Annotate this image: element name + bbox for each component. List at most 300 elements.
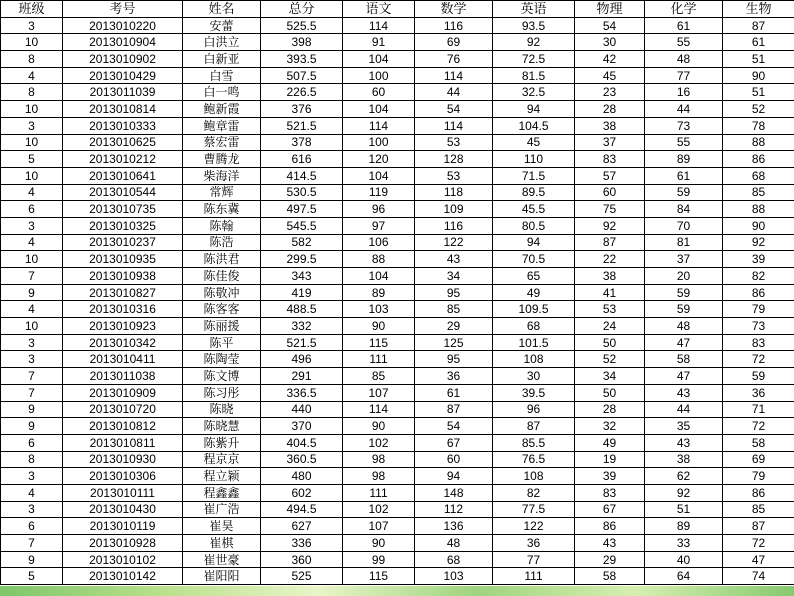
table-cell[interactable]: 90 xyxy=(343,318,415,335)
table-cell[interactable]: 8 xyxy=(1,51,63,68)
table-cell[interactable]: 53 xyxy=(415,134,493,151)
table-cell[interactable]: 54 xyxy=(415,418,493,435)
table-cell[interactable]: 32 xyxy=(575,418,645,435)
table-cell[interactable]: 44 xyxy=(645,401,723,418)
table-cell[interactable]: 64 xyxy=(645,568,723,585)
table-cell[interactable]: 陈紫升 xyxy=(183,434,261,451)
table-cell[interactable]: 89 xyxy=(343,284,415,301)
table-cell[interactable]: 43 xyxy=(645,384,723,401)
table-cell[interactable]: 24 xyxy=(575,318,645,335)
table-cell[interactable]: 103 xyxy=(415,568,493,585)
table-cell[interactable]: 104 xyxy=(343,51,415,68)
table-cell[interactable]: 494.5 xyxy=(261,501,343,518)
exam-id-header[interactable]: 考号 xyxy=(63,1,183,18)
table-cell[interactable]: 崔世豪 xyxy=(183,551,261,568)
table-cell[interactable]: 114 xyxy=(343,401,415,418)
table-cell[interactable]: 2013010625 xyxy=(63,134,183,151)
table-cell[interactable]: 28 xyxy=(575,401,645,418)
table-cell[interactable]: 陈洪君 xyxy=(183,251,261,268)
table-cell[interactable]: 45.5 xyxy=(493,201,575,218)
table-cell[interactable]: 54 xyxy=(575,17,645,34)
table-cell[interactable]: 10 xyxy=(1,251,63,268)
table-cell[interactable]: 72.5 xyxy=(493,51,575,68)
table-cell[interactable]: 2013010119 xyxy=(63,518,183,535)
table-cell[interactable]: 4 xyxy=(1,484,63,501)
table-cell[interactable]: 82 xyxy=(493,484,575,501)
table-cell[interactable]: 118 xyxy=(415,184,493,201)
table-cell[interactable]: 497.5 xyxy=(261,201,343,218)
table-cell[interactable]: 299.5 xyxy=(261,251,343,268)
table-cell[interactable]: 115 xyxy=(343,334,415,351)
table-cell[interactable]: 59 xyxy=(723,368,794,385)
table-cell[interactable]: 104 xyxy=(343,167,415,184)
table-cell[interactable]: 106 xyxy=(343,234,415,251)
table-cell[interactable]: 陈客客 xyxy=(183,301,261,318)
table-cell[interactable]: 陈佳俊 xyxy=(183,268,261,285)
table-cell[interactable]: 97 xyxy=(343,217,415,234)
table-cell[interactable]: 蔡宏雷 xyxy=(183,134,261,151)
table-cell[interactable]: 程京京 xyxy=(183,451,261,468)
table-cell[interactable]: 55 xyxy=(645,134,723,151)
table-cell[interactable]: 2013010411 xyxy=(63,351,183,368)
table-cell[interactable]: 360.5 xyxy=(261,451,343,468)
table-cell[interactable]: 58 xyxy=(723,434,794,451)
table-cell[interactable]: 陈晓慧 xyxy=(183,418,261,435)
table-cell[interactable]: 109 xyxy=(415,201,493,218)
table-cell[interactable]: 80.5 xyxy=(493,217,575,234)
table-cell[interactable]: 107 xyxy=(343,384,415,401)
table-cell[interactable]: 103 xyxy=(343,301,415,318)
table-cell[interactable]: 95 xyxy=(415,351,493,368)
table-cell[interactable]: 50 xyxy=(575,384,645,401)
table-cell[interactable]: 96 xyxy=(493,401,575,418)
table-cell[interactable]: 69 xyxy=(723,451,794,468)
table-cell[interactable]: 83 xyxy=(723,334,794,351)
table-cell[interactable]: 白一鸣 xyxy=(183,84,261,101)
table-cell[interactable]: 白洪立 xyxy=(183,34,261,51)
table-cell[interactable]: 90 xyxy=(343,535,415,552)
table-cell[interactable]: 86 xyxy=(575,518,645,535)
table-cell[interactable]: 85 xyxy=(723,184,794,201)
table-cell[interactable]: 114 xyxy=(415,67,493,84)
table-cell[interactable]: 68 xyxy=(493,318,575,335)
table-cell[interactable]: 88 xyxy=(343,251,415,268)
table-cell[interactable]: 60 xyxy=(575,184,645,201)
table-cell[interactable]: 61 xyxy=(645,17,723,34)
table-cell[interactable]: 59 xyxy=(645,284,723,301)
table-cell[interactable]: 8 xyxy=(1,84,63,101)
table-cell[interactable]: 77 xyxy=(493,551,575,568)
table-cell[interactable]: 104.5 xyxy=(493,117,575,134)
table-cell[interactable]: 61 xyxy=(645,167,723,184)
table-cell[interactable]: 6 xyxy=(1,201,63,218)
table-cell[interactable]: 114 xyxy=(343,17,415,34)
table-cell[interactable]: 73 xyxy=(645,117,723,134)
table-cell[interactable]: 42 xyxy=(575,51,645,68)
table-cell[interactable]: 9 xyxy=(1,418,63,435)
table-cell[interactable]: 程鑫鑫 xyxy=(183,484,261,501)
table-cell[interactable]: 柴海洋 xyxy=(183,167,261,184)
table-cell[interactable]: 398 xyxy=(261,34,343,51)
table-cell[interactable]: 陈习彤 xyxy=(183,384,261,401)
table-cell[interactable]: 87 xyxy=(575,234,645,251)
table-cell[interactable]: 87 xyxy=(493,418,575,435)
table-cell[interactable]: 77.5 xyxy=(493,501,575,518)
math-header[interactable]: 数学 xyxy=(415,1,493,18)
table-cell[interactable]: 119 xyxy=(343,184,415,201)
table-cell[interactable]: 48 xyxy=(415,535,493,552)
chinese-header[interactable]: 语文 xyxy=(343,1,415,18)
table-cell[interactable]: 343 xyxy=(261,268,343,285)
table-cell[interactable]: 68 xyxy=(415,551,493,568)
table-cell[interactable]: 128 xyxy=(415,151,493,168)
table-cell[interactable]: 99 xyxy=(343,551,415,568)
table-cell[interactable]: 陈浩 xyxy=(183,234,261,251)
table-cell[interactable]: 2013010902 xyxy=(63,51,183,68)
table-cell[interactable]: 29 xyxy=(575,551,645,568)
table-cell[interactable]: 2013010909 xyxy=(63,384,183,401)
table-cell[interactable]: 白雪 xyxy=(183,67,261,84)
table-cell[interactable]: 82 xyxy=(723,268,794,285)
table-cell[interactable]: 60 xyxy=(415,451,493,468)
table-cell[interactable]: 2013010220 xyxy=(63,17,183,34)
table-cell[interactable]: 陈东冀 xyxy=(183,201,261,218)
table-cell[interactable]: 2013010429 xyxy=(63,67,183,84)
table-cell[interactable]: 404.5 xyxy=(261,434,343,451)
table-cell[interactable]: 37 xyxy=(645,251,723,268)
table-cell[interactable]: 2013010814 xyxy=(63,101,183,118)
table-cell[interactable]: 102 xyxy=(343,434,415,451)
table-cell[interactable]: 白新亚 xyxy=(183,51,261,68)
table-cell[interactable]: 34 xyxy=(575,368,645,385)
table-cell[interactable]: 3 xyxy=(1,351,63,368)
table-cell[interactable]: 360 xyxy=(261,551,343,568)
table-cell[interactable]: 49 xyxy=(493,284,575,301)
table-cell[interactable]: 496 xyxy=(261,351,343,368)
table-cell[interactable]: 101.5 xyxy=(493,334,575,351)
table-cell[interactable]: 52 xyxy=(723,101,794,118)
table-cell[interactable]: 8 xyxy=(1,451,63,468)
table-cell[interactable]: 常辉 xyxy=(183,184,261,201)
table-cell[interactable]: 3 xyxy=(1,501,63,518)
table-cell[interactable]: 44 xyxy=(415,84,493,101)
table-cell[interactable]: 92 xyxy=(575,217,645,234)
table-cell[interactable]: 376 xyxy=(261,101,343,118)
table-cell[interactable]: 85 xyxy=(415,301,493,318)
table-cell[interactable]: 4 xyxy=(1,234,63,251)
table-cell[interactable]: 92 xyxy=(723,234,794,251)
table-cell[interactable]: 4 xyxy=(1,67,63,84)
table-cell[interactable]: 38 xyxy=(575,268,645,285)
table-cell[interactable]: 程立颖 xyxy=(183,468,261,485)
table-cell[interactable]: 111 xyxy=(493,568,575,585)
table-cell[interactable]: 336.5 xyxy=(261,384,343,401)
table-cell[interactable]: 33 xyxy=(645,535,723,552)
table-cell[interactable]: 71.5 xyxy=(493,167,575,184)
table-cell[interactable]: 34 xyxy=(415,268,493,285)
table-cell[interactable]: 2013011039 xyxy=(63,84,183,101)
chemistry-header[interactable]: 化学 xyxy=(645,1,723,18)
table-cell[interactable]: 71 xyxy=(723,401,794,418)
table-cell[interactable]: 72 xyxy=(723,351,794,368)
table-cell[interactable]: 鲍新霞 xyxy=(183,101,261,118)
table-cell[interactable]: 507.5 xyxy=(261,67,343,84)
table-cell[interactable]: 7 xyxy=(1,535,63,552)
table-cell[interactable]: 90 xyxy=(723,217,794,234)
table-cell[interactable]: 6 xyxy=(1,434,63,451)
table-cell[interactable]: 530.5 xyxy=(261,184,343,201)
table-cell[interactable]: 122 xyxy=(493,518,575,535)
table-cell[interactable]: 50 xyxy=(575,334,645,351)
table-cell[interactable]: 104 xyxy=(343,101,415,118)
table-cell[interactable]: 616 xyxy=(261,151,343,168)
table-cell[interactable]: 98 xyxy=(343,468,415,485)
table-cell[interactable]: 102 xyxy=(343,501,415,518)
table-cell[interactable]: 91 xyxy=(343,34,415,51)
table-cell[interactable]: 2013010938 xyxy=(63,268,183,285)
table-cell[interactable]: 72 xyxy=(723,418,794,435)
table-cell[interactable]: 95 xyxy=(415,284,493,301)
table-cell[interactable]: 51 xyxy=(723,51,794,68)
table-cell[interactable]: 94 xyxy=(493,101,575,118)
table-cell[interactable]: 7 xyxy=(1,268,63,285)
table-cell[interactable]: 6 xyxy=(1,518,63,535)
table-cell[interactable]: 67 xyxy=(415,434,493,451)
table-cell[interactable]: 100 xyxy=(343,67,415,84)
table-cell[interactable]: 28 xyxy=(575,101,645,118)
table-cell[interactable]: 88 xyxy=(723,201,794,218)
table-cell[interactable]: 2013010735 xyxy=(63,201,183,218)
table-cell[interactable]: 393.5 xyxy=(261,51,343,68)
table-cell[interactable]: 30 xyxy=(493,368,575,385)
table-cell[interactable]: 90 xyxy=(343,418,415,435)
table-cell[interactable]: 92 xyxy=(493,34,575,51)
table-cell[interactable]: 47 xyxy=(645,368,723,385)
table-cell[interactable]: 陈文博 xyxy=(183,368,261,385)
table-cell[interactable]: 4 xyxy=(1,301,63,318)
table-cell[interactable]: 10 xyxy=(1,318,63,335)
table-cell[interactable]: 89 xyxy=(645,151,723,168)
table-cell[interactable]: 43 xyxy=(415,251,493,268)
table-cell[interactable]: 86 xyxy=(723,284,794,301)
table-cell[interactable]: 112 xyxy=(415,501,493,518)
table-cell[interactable]: 104 xyxy=(343,268,415,285)
table-cell[interactable]: 30 xyxy=(575,34,645,51)
table-cell[interactable]: 3 xyxy=(1,334,63,351)
table-cell[interactable]: 521.5 xyxy=(261,334,343,351)
name-header[interactable]: 姓名 xyxy=(183,1,261,18)
table-cell[interactable]: 2013010641 xyxy=(63,167,183,184)
table-cell[interactable]: 136 xyxy=(415,518,493,535)
table-cell[interactable]: 94 xyxy=(415,468,493,485)
table-cell[interactable]: 10 xyxy=(1,34,63,51)
table-cell[interactable]: 83 xyxy=(575,151,645,168)
table-cell[interactable]: 60 xyxy=(343,84,415,101)
table-cell[interactable]: 10 xyxy=(1,101,63,118)
table-cell[interactable]: 57 xyxy=(575,167,645,184)
table-cell[interactable]: 62 xyxy=(645,468,723,485)
table-cell[interactable]: 602 xyxy=(261,484,343,501)
table-cell[interactable]: 10 xyxy=(1,134,63,151)
english-header[interactable]: 英语 xyxy=(493,1,575,18)
table-cell[interactable]: 崔棋 xyxy=(183,535,261,552)
table-cell[interactable]: 89.5 xyxy=(493,184,575,201)
table-cell[interactable]: 3 xyxy=(1,217,63,234)
table-cell[interactable]: 3 xyxy=(1,17,63,34)
table-cell[interactable]: 36 xyxy=(415,368,493,385)
table-cell[interactable]: 45 xyxy=(575,67,645,84)
table-cell[interactable]: 陈敬冲 xyxy=(183,284,261,301)
table-cell[interactable]: 76 xyxy=(415,51,493,68)
table-cell[interactable]: 崔阳阳 xyxy=(183,568,261,585)
table-cell[interactable]: 70.5 xyxy=(493,251,575,268)
table-cell[interactable]: 7 xyxy=(1,368,63,385)
table-cell[interactable]: 73 xyxy=(723,318,794,335)
total-header[interactable]: 总分 xyxy=(261,1,343,18)
table-cell[interactable]: 84 xyxy=(645,201,723,218)
table-cell[interactable]: 70 xyxy=(645,217,723,234)
table-cell[interactable]: 2013010811 xyxy=(63,434,183,451)
table-cell[interactable]: 2013010827 xyxy=(63,284,183,301)
table-cell[interactable]: 49 xyxy=(575,434,645,451)
table-cell[interactable]: 226.5 xyxy=(261,84,343,101)
table-cell[interactable]: 419 xyxy=(261,284,343,301)
table-cell[interactable]: 108 xyxy=(493,351,575,368)
table-cell[interactable]: 58 xyxy=(645,351,723,368)
table-cell[interactable]: 87 xyxy=(723,17,794,34)
table-cell[interactable]: 2013010102 xyxy=(63,551,183,568)
table-cell[interactable]: 81.5 xyxy=(493,67,575,84)
table-cell[interactable]: 2013010812 xyxy=(63,418,183,435)
table-cell[interactable]: 38 xyxy=(645,451,723,468)
table-cell[interactable]: 29 xyxy=(415,318,493,335)
table-cell[interactable]: 116 xyxy=(415,17,493,34)
table-cell[interactable]: 114 xyxy=(343,117,415,134)
table-cell[interactable]: 69 xyxy=(415,34,493,51)
table-cell[interactable]: 2013010904 xyxy=(63,34,183,51)
table-cell[interactable]: 36 xyxy=(493,535,575,552)
table-cell[interactable]: 94 xyxy=(493,234,575,251)
table-cell[interactable]: 陈丽援 xyxy=(183,318,261,335)
table-cell[interactable]: 安蕾 xyxy=(183,17,261,34)
table-cell[interactable]: 曹腾龙 xyxy=(183,151,261,168)
table-cell[interactable]: 55 xyxy=(645,34,723,51)
table-cell[interactable]: 148 xyxy=(415,484,493,501)
table-cell[interactable]: 525.5 xyxy=(261,17,343,34)
table-cell[interactable]: 48 xyxy=(645,318,723,335)
table-cell[interactable]: 37 xyxy=(575,134,645,151)
table-cell[interactable]: 582 xyxy=(261,234,343,251)
table-cell[interactable]: 3 xyxy=(1,468,63,485)
table-cell[interactable]: 61 xyxy=(723,34,794,51)
table-cell[interactable]: 378 xyxy=(261,134,343,151)
table-cell[interactable]: 87 xyxy=(723,518,794,535)
table-cell[interactable]: 85.5 xyxy=(493,434,575,451)
table-cell[interactable]: 75 xyxy=(575,201,645,218)
table-cell[interactable]: 72 xyxy=(723,535,794,552)
table-cell[interactable]: 5 xyxy=(1,151,63,168)
table-cell[interactable]: 88 xyxy=(723,134,794,151)
table-cell[interactable]: 107 xyxy=(343,518,415,535)
physics-header[interactable]: 物理 xyxy=(575,1,645,18)
table-cell[interactable]: 65 xyxy=(493,268,575,285)
table-cell[interactable]: 36 xyxy=(723,384,794,401)
table-cell[interactable]: 545.5 xyxy=(261,217,343,234)
table-cell[interactable]: 2013010325 xyxy=(63,217,183,234)
table-cell[interactable]: 61 xyxy=(415,384,493,401)
table-cell[interactable]: 39 xyxy=(575,468,645,485)
table-cell[interactable]: 370 xyxy=(261,418,343,435)
table-cell[interactable]: 51 xyxy=(723,84,794,101)
table-cell[interactable]: 521.5 xyxy=(261,117,343,134)
table-cell[interactable]: 39 xyxy=(723,251,794,268)
table-cell[interactable]: 414.5 xyxy=(261,167,343,184)
table-cell[interactable]: 122 xyxy=(415,234,493,251)
table-cell[interactable]: 96 xyxy=(343,201,415,218)
table-cell[interactable]: 98 xyxy=(343,451,415,468)
table-cell[interactable]: 7 xyxy=(1,384,63,401)
table-cell[interactable]: 480 xyxy=(261,468,343,485)
table-cell[interactable]: 79 xyxy=(723,468,794,485)
table-cell[interactable]: 崔昊 xyxy=(183,518,261,535)
table-cell[interactable]: 291 xyxy=(261,368,343,385)
table-cell[interactable]: 115 xyxy=(343,568,415,585)
table-cell[interactable]: 10 xyxy=(1,167,63,184)
table-cell[interactable]: 68 xyxy=(723,167,794,184)
table-cell[interactable]: 92 xyxy=(645,484,723,501)
table-cell[interactable]: 59 xyxy=(645,184,723,201)
table-cell[interactable]: 125 xyxy=(415,334,493,351)
table-cell[interactable]: 110 xyxy=(493,151,575,168)
table-cell[interactable]: 116 xyxy=(415,217,493,234)
table-cell[interactable]: 崔广浩 xyxy=(183,501,261,518)
table-cell[interactable]: 2013010430 xyxy=(63,501,183,518)
table-cell[interactable]: 58 xyxy=(575,568,645,585)
table-cell[interactable]: 120 xyxy=(343,151,415,168)
table-cell[interactable]: 2013010333 xyxy=(63,117,183,134)
table-cell[interactable]: 2013010935 xyxy=(63,251,183,268)
table-cell[interactable]: 20 xyxy=(645,268,723,285)
table-cell[interactable]: 53 xyxy=(415,167,493,184)
table-cell[interactable]: 114 xyxy=(415,117,493,134)
class-header[interactable]: 班级 xyxy=(1,1,63,18)
table-cell[interactable]: 47 xyxy=(723,551,794,568)
table-cell[interactable]: 鲍章雷 xyxy=(183,117,261,134)
table-cell[interactable]: 93.5 xyxy=(493,17,575,34)
table-cell[interactable]: 44 xyxy=(645,101,723,118)
table-cell[interactable]: 39.5 xyxy=(493,384,575,401)
table-cell[interactable]: 16 xyxy=(645,84,723,101)
table-cell[interactable]: 59 xyxy=(645,301,723,318)
table-cell[interactable]: 2013010930 xyxy=(63,451,183,468)
table-cell[interactable]: 53 xyxy=(575,301,645,318)
table-cell[interactable]: 83 xyxy=(575,484,645,501)
table-cell[interactable]: 332 xyxy=(261,318,343,335)
table-cell[interactable]: 2013011038 xyxy=(63,368,183,385)
table-cell[interactable]: 2013010928 xyxy=(63,535,183,552)
table-cell[interactable]: 35 xyxy=(645,418,723,435)
table-cell[interactable]: 2013010237 xyxy=(63,234,183,251)
biology-header[interactable]: 生物 xyxy=(723,1,794,18)
table-cell[interactable]: 陈平 xyxy=(183,334,261,351)
table-cell[interactable]: 43 xyxy=(575,535,645,552)
table-cell[interactable]: 43 xyxy=(645,434,723,451)
table-cell[interactable]: 52 xyxy=(575,351,645,368)
table-cell[interactable]: 108 xyxy=(493,468,575,485)
table-cell[interactable]: 48 xyxy=(645,51,723,68)
table-cell[interactable]: 87 xyxy=(415,401,493,418)
table-cell[interactable]: 78 xyxy=(723,117,794,134)
